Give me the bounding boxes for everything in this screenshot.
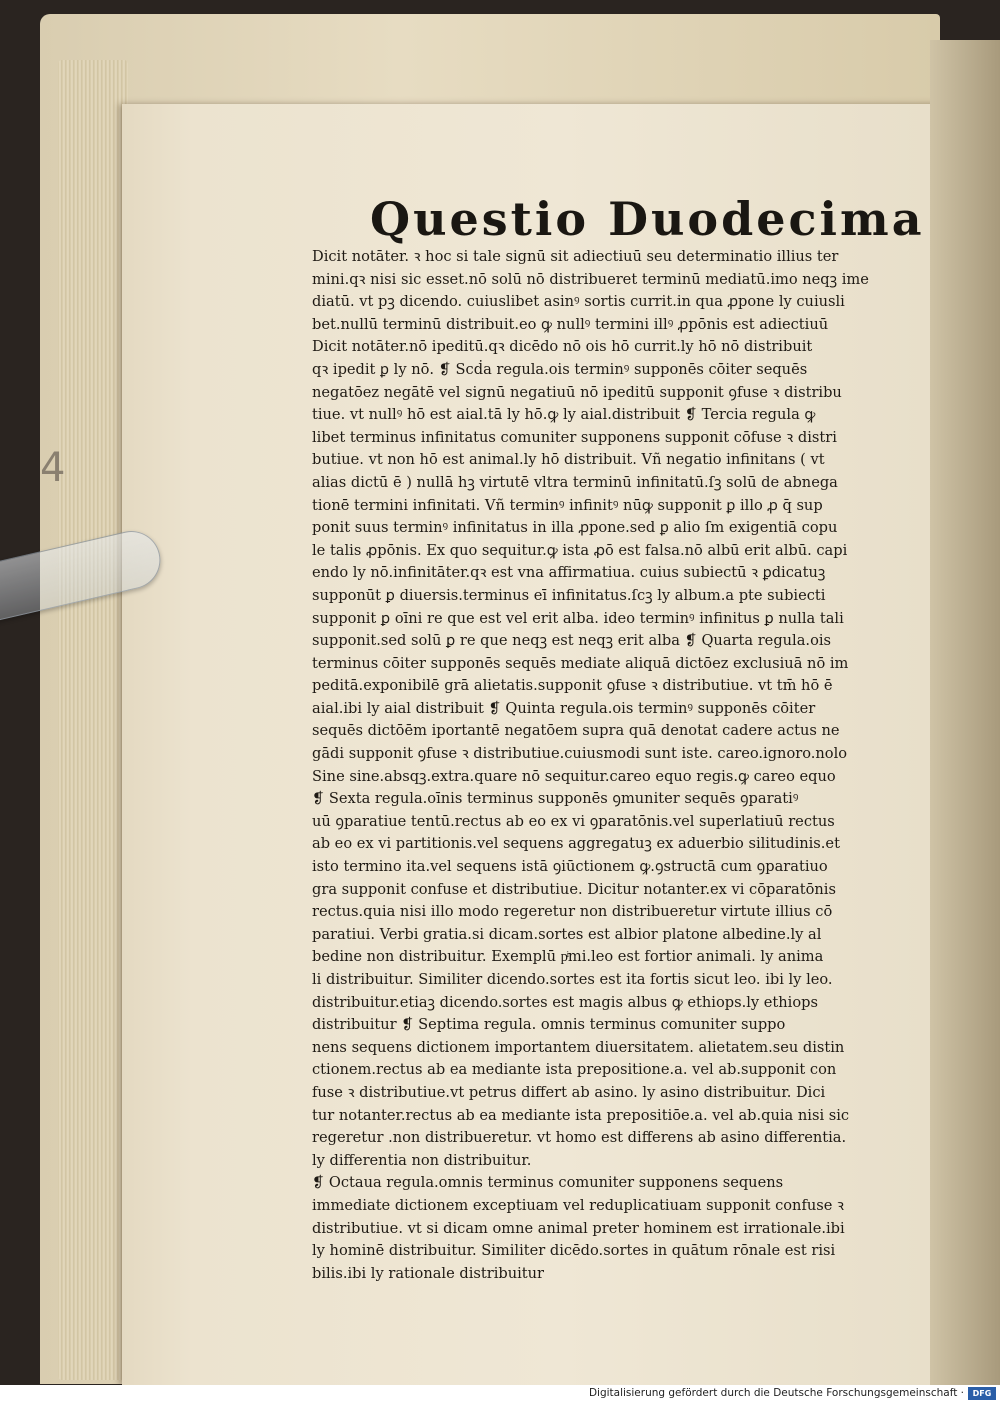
text-line: bilis.ibi ly rationale distribuitur (312, 1264, 545, 1282)
text-line: tur notanter.rectus ab ea mediante ista prepositiōe.a. vel ab.quia nisi sic (312, 1106, 850, 1124)
text-line: ly differentia non distribuitur. (312, 1151, 532, 1169)
text-line: li distribuitur. Similiter dicendo.sortes est ita fortis sicut leo. ibi ly leo. (312, 971, 833, 988)
text-line: peditā.exponibilē grā alietatis.supponit ꝯfuse ꝛ distributiue. vt tm̄ hō ē (312, 677, 833, 695)
text-line: immediate dictionem exceptiuam vel reduplicatiuam supponit confuse ꝛ (312, 1196, 844, 1214)
text-line: regeretur .non distribueretur. vt homo est differens ab asino differentia. (312, 1129, 847, 1147)
text-line: qꝛ ipedit ꝑ ly nō. ❡ Scḋa regula.ois terminꝰ supponēs cōiter sequēs (312, 360, 808, 378)
text-line: nens sequens dictionem importantem diuersitatem. alietatem.seu distin (312, 1038, 845, 1056)
body-text (312, 246, 882, 1285)
dfg-logo: DFG (968, 1387, 996, 1400)
text-line: ❡ Octaua regula.omnis terminus comuniter supponens sequens (312, 1174, 784, 1192)
text-line: bet.nullū terminū distribuit.eo ꝙ nullꝰ termini illꝰ ꝓpōnis est adiectiuū (312, 315, 829, 333)
text-line: Sine sine.absqꝫ.extra.quare nō sequitur.careo equo regis.ꝙ careo equo (312, 767, 836, 785)
text-line: paratiui. Verbi gratia.si dicam.sortes est albior platone albedine.ly al (312, 925, 822, 943)
footer-bar (0, 1385, 1000, 1404)
page-heading: Questio Duodecima (370, 192, 925, 246)
text-line: diatū. vt pꝫ dicendo. cuiuslibet asinꝰ sortis currit.in qua ꝓpone ly cuiusli (312, 293, 845, 311)
text-line: supponit.sed solū ꝑ re que neqꝫ est neqꝫ erit alba ❡ Quarta regula.ois (312, 632, 832, 650)
text-line: tiue. vt nullꝰ hō est aial.tā ly hō.ꝙ ly aial.distribuit ❡ Tercia regula ꝙ (312, 406, 816, 424)
text-line: gra supponit confuse et distributiue. Dicitur notanter.ex vi cōparatōnis (312, 880, 836, 898)
funding-credit: Digitalisierung gefördert durch die Deutsche Forschungsgemeinschaft · (588, 1387, 964, 1399)
text-line: gādi supponit ꝯfuse ꝛ distributiue.cuiusmodi sunt iste. careo.ignoro.nolo (312, 745, 848, 763)
text-line: rectus.quia nisi illo modo regeretur non distribueretur virtute illius cō (312, 903, 833, 921)
text-line: mini.qꝛ nisi sic esset.nō solū nō distribueret terminū mediatū.imo neqꝫ ime (312, 270, 869, 288)
text-line: supponūt ꝑ diuersis.terminus eī infinitatus.ſcꝫ ly album.a pte subiecti (312, 586, 826, 604)
text-line: Dicit notāter. ꝛ hoc si tale signū sit adiectiuū seu determinatio illius ter (312, 248, 839, 265)
text-line: terminus cōiter supponēs sequēs mediate aliquā dictōez exclusiuā nō im (312, 654, 849, 672)
text-line: negatōez negātē vel signū negatiuū nō ipeditū supponit ꝯfuse ꝛ distribu (312, 383, 842, 401)
page-stack-edge (58, 60, 128, 1380)
text-line: aial.ibi ly aial distribuit ❡ Quinta regula.ois terminꝰ supponēs cōiter (312, 699, 816, 717)
margin-pencil-mark: 4 (40, 445, 66, 491)
text-line: bedine non distribuitur. Exemplū pͥmi.leo est fortior animali. ly anima (312, 948, 824, 966)
text-line: distribuitur ❡ Septima regula. omnis terminus comuniter suppo (312, 1016, 786, 1034)
text-line: sequēs dictōēm iportantē negatōem supra quā denotat cadere actus ne (312, 722, 840, 740)
facing-page-edge (930, 40, 1000, 1385)
text-line: tionē termini infinitati. Vñ terminꝰ infinitꝰ nūꝙ supponit ꝑ illo ꝓ q̄ sup (312, 496, 823, 514)
text-line: distribuitur.etiaꝫ dicendo.sortes est magis albus ꝙ ethiops.ly ethiops (312, 993, 818, 1011)
text-line: Dicit notāter.nō ipeditū.qꝛ dicēdo nō ois hō currit.ly hō nō distribuit (312, 338, 813, 356)
text-line: ab eo ex vi partitionis.vel sequens aggregatuꝫ ex aduerbio silitudinis.et (312, 835, 840, 853)
text-line: distributiue. vt si dicam omne animal preter hominem est irrationale.ibi (312, 1219, 845, 1237)
text-line: ❡ Sexta regula.oīnis terminus supponēs ꝯmuniter sequēs ꝯparatiꝰ (312, 790, 799, 808)
text-line: fuse ꝛ distributiue.vt petrus differt ab asino. ly asino distribuitur. Dici (312, 1083, 826, 1101)
text-line: ctionem.rectus ab ea mediante ista prepositione.a. vel ab.supponit con (312, 1061, 837, 1079)
text-line: endo ly nō.infinitāter.qꝛ est vna affirmatiua. cuius subiectū ꝛ ꝑdicatuꝫ (312, 564, 826, 582)
text-line: ponit suus terminꝰ infinitatus in illa ꝓpone.sed ꝑ alio ſm exigentiā copu (312, 519, 838, 537)
text-line: supponit ꝑ oīni re que est vel erit alba. ideo terminꝰ infinitus ꝑ nulla tali (312, 609, 844, 627)
text-line: butiue. vt non hō est animal.ly hō distribuit. Vñ negatio infinitans ( vt (312, 451, 825, 469)
text-line: ly hominē distribuitur. Similiter dicēdo.sortes in quātum rōnale est risi (312, 1242, 836, 1260)
text-line: le talis ꝓpōnis. Ex quo sequitur.ꝙ ista ꝓō est falsa.nō albū erit albū. capi (312, 541, 848, 559)
text-line: libet terminus infinitatus comuniter supponens supponit cōfuse ꝛ distri (312, 428, 837, 446)
text-line: uū ꝯparatiue tentū.rectus ab eo ex vi ꝯparatōnis.vel superlatiuū rectus (312, 812, 835, 830)
text-line: isto termino ita.vel sequens istā ꝯiūctionem ꝙ.ꝯstructā cum ꝯparatiuo (312, 858, 828, 876)
text-line: alias dictū ē ) nullā hꝫ virtutē vltra terminū infinitatū.ſꝫ solū de abnega (312, 473, 838, 491)
